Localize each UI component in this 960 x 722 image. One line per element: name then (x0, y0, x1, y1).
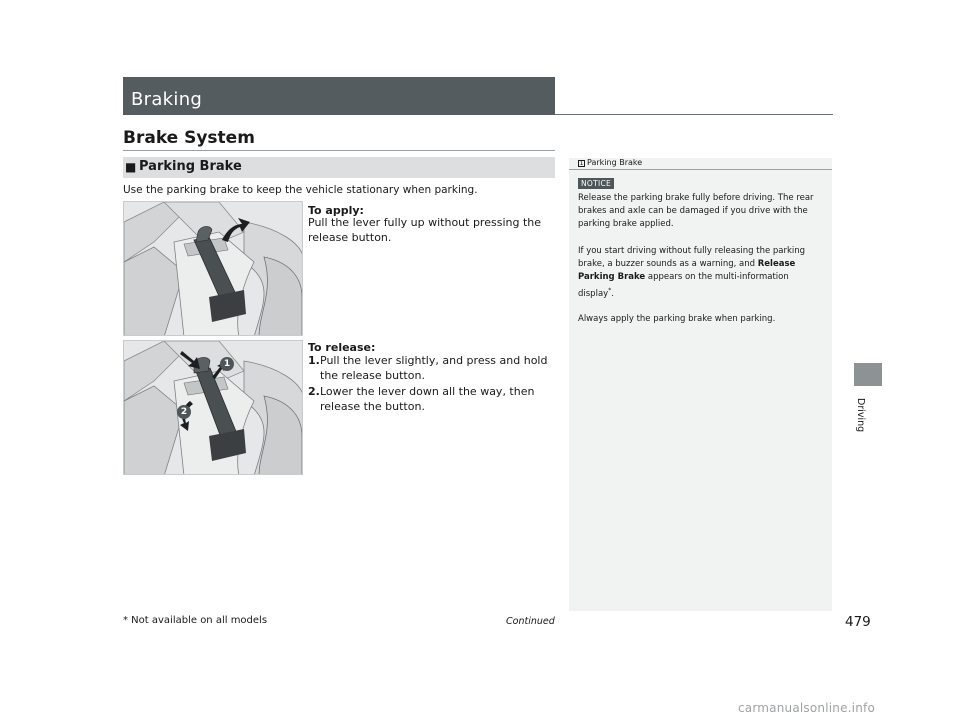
parking-brake-apply-illustration (123, 201, 303, 336)
apply-illustration-drawing (124, 202, 303, 336)
buzzer-text-after: appears on the multi-information display (578, 272, 789, 299)
sidebar-header (569, 158, 832, 170)
subsection-square-icon: ■ (125, 160, 137, 174)
page-number: 479 (845, 614, 871, 630)
buzzer-warning-text (578, 245, 826, 301)
section-rule (123, 150, 555, 151)
release-heading: To release: (308, 341, 376, 354)
continued-label: Continued (506, 616, 555, 627)
notice-badge: NOTICE (578, 178, 614, 189)
buzzer-text-end: . (611, 288, 614, 299)
callout-1-badge (220, 357, 234, 371)
callout-2-badge (177, 405, 191, 419)
reference-mark-icon: 1 (579, 160, 584, 167)
always-apply-text: Always apply the parking brake when parking. (578, 314, 776, 324)
subsection-title: Parking Brake (139, 159, 242, 174)
header-rule (555, 114, 833, 115)
notice-text: Release the parking brake fully before driving. The rear brakes and axle can be damaged if you drive with the parking brake applied. (578, 193, 814, 229)
sidebar-caption (578, 158, 642, 167)
section-title: Brake System (123, 128, 255, 148)
callout-1-label: 1 (223, 359, 231, 369)
apply-text: Pull the lever fully up without pressing the release button. (308, 216, 542, 244)
chapter-title: Braking (131, 89, 203, 110)
sidebar-caption-text: Parking Brake (587, 158, 643, 167)
release-illustration-drawing (124, 341, 303, 475)
release-step-2-text: Lower the lever down all the way, then release the button. (320, 385, 535, 413)
chapter-tab-label: Driving (855, 398, 866, 433)
chapter-header-bar (123, 77, 555, 115)
release-step-1-text: Pull the lever slightly, and press and hold the release button. (320, 354, 548, 382)
apply-heading: To apply: (308, 204, 364, 217)
release-step-1 (308, 353, 550, 383)
footnote-asterisk: * (608, 287, 612, 294)
intro-text: Use the parking brake to keep the vehicle stationary when parking. (123, 184, 478, 196)
release-step-2 (308, 384, 550, 414)
chapter-tab-marker (854, 363, 882, 386)
subsection-bar (123, 157, 555, 178)
watermark: carmanualsonline.info (738, 701, 875, 715)
buzzer-text-before: If you start driving without fully releasing the parking brake, a buzzer sounds as a warning, and (578, 246, 806, 269)
release-step-1-number: 1. (308, 354, 320, 367)
callout-2-label: 2 (180, 407, 188, 417)
footnote: * Not available on all models (123, 615, 268, 626)
release-step-2-number: 2. (308, 385, 320, 398)
release-parking-brake-label: Release Parking Brake (578, 259, 796, 282)
notes-sidebar (569, 158, 832, 611)
parking-brake-release-illustration (123, 340, 303, 475)
